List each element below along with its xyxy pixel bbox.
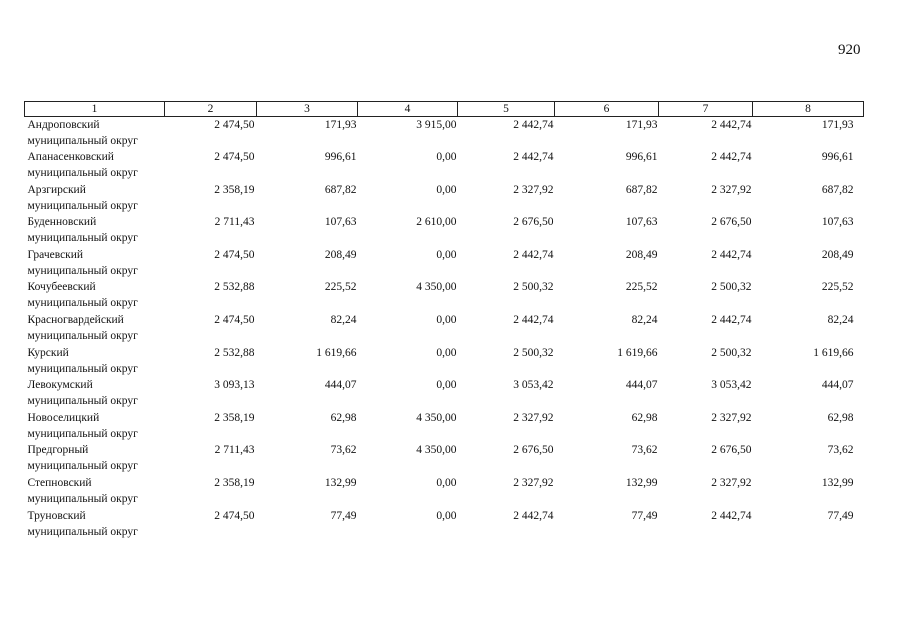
municipality-name: Апанасенковский xyxy=(27,151,114,164)
table-row xyxy=(25,182,864,215)
value-cell-col-6: 208,49 xyxy=(625,248,658,261)
value-cell-col-6: 107,63 xyxy=(625,216,658,229)
municipality-type: муниципальный округ xyxy=(27,297,138,310)
value-cell-col-4: 0,00 xyxy=(436,248,457,261)
value-cell-col-2: 2 474,50 xyxy=(214,314,255,327)
municipality-name-cell xyxy=(25,442,165,475)
municipality-type: муниципальный округ xyxy=(27,460,138,473)
value-cell-col-5: 2 327,92 xyxy=(513,411,554,424)
value-cell-col-2: 2 474,50 xyxy=(214,119,255,131)
municipality-name: Труновский xyxy=(27,509,86,522)
value-cell-col-5: 3 053,42 xyxy=(513,379,554,392)
municipality-type: муниципальный округ xyxy=(27,232,138,245)
value-cell-col-8: 107,63 xyxy=(821,216,854,229)
value-cell-col-5: 2 500,32 xyxy=(513,346,554,359)
value-cell-col-2: 2 532,88 xyxy=(214,281,255,294)
value-cell-col-4: 0,00 xyxy=(436,477,457,490)
municipality-name: Степновский xyxy=(27,477,92,490)
value-cell-col-8: 208,49 xyxy=(821,248,854,261)
value-cell-col-6: 687,82 xyxy=(625,183,658,196)
table-row xyxy=(25,247,864,280)
municipality-name: Кочубеевский xyxy=(27,281,96,294)
municipality-name: Буденновский xyxy=(27,216,97,229)
value-cell-col-3: 107,63 xyxy=(324,216,357,229)
value-cell-col-2: 2 358,19 xyxy=(214,183,255,196)
value-cell-col-8: 1 619,66 xyxy=(813,346,854,359)
column-header-6: 6 xyxy=(555,102,659,117)
value-cell-col-3: 996,61 xyxy=(324,151,357,164)
value-cell-col-5: 2 442,74 xyxy=(513,509,554,522)
value-cell-col-8: 171,93 xyxy=(821,119,854,131)
value-cell-col-5: 2 442,74 xyxy=(513,119,554,131)
value-cell-col-7: 2 676,50 xyxy=(711,444,752,457)
municipality-name: Арзгирский xyxy=(27,183,86,196)
column-header-3: 3 xyxy=(257,102,358,117)
municipality-name: Новоселицкий xyxy=(27,411,100,424)
value-cell-col-5: 2 442,74 xyxy=(513,314,554,327)
municipality-name-cell xyxy=(25,312,165,345)
value-cell-col-6: 132,99 xyxy=(625,477,658,490)
municipality-type: муниципальный округ xyxy=(27,264,138,277)
municipality-name-cell xyxy=(25,508,165,541)
value-cell-col-2: 2 474,50 xyxy=(214,151,255,164)
value-cell-col-3: 1 619,66 xyxy=(316,346,357,359)
municipality-name: Грачевский xyxy=(27,248,84,261)
value-cell-col-6: 171,93 xyxy=(625,119,658,131)
value-cell-col-3: 132,99 xyxy=(324,477,357,490)
municipality-name-cell xyxy=(25,410,165,443)
municipality-name: Курский xyxy=(27,346,69,359)
value-cell-col-6: 73,62 xyxy=(631,444,658,457)
value-cell-col-5: 2 676,50 xyxy=(513,216,554,229)
value-cell-col-4: 0,00 xyxy=(436,509,457,522)
value-cell-col-6: 62,98 xyxy=(631,411,658,424)
value-cell-col-7: 2 442,74 xyxy=(711,314,752,327)
value-cell-col-4: 0,00 xyxy=(436,379,457,392)
table-row xyxy=(25,410,864,443)
value-cell-col-8: 82,24 xyxy=(827,314,854,327)
value-cell-col-3: 171,93 xyxy=(324,119,357,131)
municipality-type: муниципальный округ xyxy=(27,525,138,538)
value-cell-col-5: 2 327,92 xyxy=(513,183,554,196)
value-cell-col-7: 2 327,92 xyxy=(711,183,752,196)
municipality-name-cell xyxy=(25,214,165,247)
value-cell-col-5: 2 500,32 xyxy=(513,281,554,294)
municipality-type: муниципальный округ xyxy=(27,427,138,440)
municipality-type: муниципальный округ xyxy=(27,395,138,408)
value-cell-col-3: 62,98 xyxy=(330,411,357,424)
table-row xyxy=(25,475,864,508)
value-cell-col-5: 2 442,74 xyxy=(513,151,554,164)
column-header-2: 2 xyxy=(165,102,257,117)
value-cell-col-7: 2 500,32 xyxy=(711,281,752,294)
table-row xyxy=(25,117,864,150)
value-cell-col-4: 0,00 xyxy=(436,314,457,327)
column-header-8: 8 xyxy=(753,102,864,117)
value-cell-col-4: 0,00 xyxy=(436,183,457,196)
value-cell-col-3: 82,24 xyxy=(330,314,357,327)
value-cell-col-2: 2 474,50 xyxy=(214,248,255,261)
value-cell-col-8: 687,82 xyxy=(821,183,854,196)
municipality-type: муниципальный округ xyxy=(27,199,138,212)
column-header-7: 7 xyxy=(659,102,753,117)
value-cell-col-2: 2 358,19 xyxy=(214,411,255,424)
table-row xyxy=(25,149,864,182)
value-cell-col-7: 2 327,92 xyxy=(711,477,752,490)
value-cell-col-2: 2 711,43 xyxy=(214,444,255,457)
table-row xyxy=(25,377,864,410)
value-cell-col-8: 444,07 xyxy=(821,379,854,392)
table-row xyxy=(25,442,864,475)
municipality-name-cell xyxy=(25,247,165,280)
table-row xyxy=(25,312,864,345)
value-cell-col-7: 2 327,92 xyxy=(711,411,752,424)
value-cell-col-7: 2 676,50 xyxy=(711,216,752,229)
table-row xyxy=(25,508,864,541)
value-cell-col-6: 77,49 xyxy=(631,509,658,522)
value-cell-col-7: 2 442,74 xyxy=(711,119,752,131)
value-cell-col-5: 2 442,74 xyxy=(513,248,554,261)
column-header-1: 1 xyxy=(25,102,165,117)
value-cell-col-5: 2 327,92 xyxy=(513,477,554,490)
column-header-4: 4 xyxy=(358,102,458,117)
value-cell-col-5: 2 676,50 xyxy=(513,444,554,457)
value-cell-col-3: 208,49 xyxy=(324,248,357,261)
value-cell-col-6: 82,24 xyxy=(631,314,658,327)
value-cell-col-4: 0,00 xyxy=(436,346,457,359)
value-cell-col-8: 62,98 xyxy=(827,411,854,424)
municipality-name: Андроповский xyxy=(27,119,100,131)
column-header-5: 5 xyxy=(458,102,555,117)
municipality-type: муниципальный округ xyxy=(27,362,138,375)
value-cell-col-2: 2 474,50 xyxy=(214,509,255,522)
value-cell-col-3: 77,49 xyxy=(330,509,357,522)
value-cell-col-8: 225,52 xyxy=(821,281,854,294)
value-cell-col-2: 3 093,13 xyxy=(214,379,255,392)
value-cell-col-4: 0,00 xyxy=(436,151,457,164)
value-cell-col-4: 4 350,00 xyxy=(416,444,457,457)
value-cell-col-8: 73,62 xyxy=(827,444,854,457)
value-cell-col-6: 1 619,66 xyxy=(617,346,658,359)
value-cell-col-7: 2 442,74 xyxy=(711,151,752,164)
value-cell-col-7: 2 500,32 xyxy=(711,346,752,359)
municipality-name-cell xyxy=(25,117,165,150)
table-row xyxy=(25,214,864,247)
value-cell-col-3: 444,07 xyxy=(324,379,357,392)
municipality-name-cell xyxy=(25,149,165,182)
value-cell-col-6: 225,52 xyxy=(625,281,658,294)
municipality-name-cell xyxy=(25,377,165,410)
table-row xyxy=(25,279,864,312)
table-row xyxy=(25,345,864,378)
municipality-name-cell xyxy=(25,345,165,378)
municipality-name-cell xyxy=(25,182,165,215)
value-cell-col-8: 132,99 xyxy=(821,477,854,490)
municipality-name-cell xyxy=(25,475,165,508)
value-cell-col-6: 996,61 xyxy=(625,151,658,164)
header-row xyxy=(25,102,864,117)
table-body xyxy=(25,117,864,541)
value-cell-col-2: 2 711,43 xyxy=(214,216,255,229)
municipality-name: Левокумский xyxy=(27,379,93,392)
municipality-name: Красногвардейский xyxy=(27,314,124,327)
municipality-name: Предгорный xyxy=(27,444,89,457)
municipality-type: муниципальный округ xyxy=(27,167,138,180)
value-cell-col-7: 2 442,74 xyxy=(711,509,752,522)
value-cell-col-8: 996,61 xyxy=(821,151,854,164)
page-number: 920 xyxy=(838,42,861,58)
value-cell-col-2: 2 532,88 xyxy=(214,346,255,359)
value-cell-col-4: 4 350,00 xyxy=(416,281,457,294)
municipality-type: муниципальный округ xyxy=(27,493,138,506)
data-table xyxy=(24,101,864,540)
municipality-type: муниципальный округ xyxy=(27,330,138,343)
value-cell-col-7: 3 053,42 xyxy=(711,379,752,392)
value-cell-col-2: 2 358,19 xyxy=(214,477,255,490)
value-cell-col-3: 73,62 xyxy=(330,444,357,457)
value-cell-col-3: 687,82 xyxy=(324,183,357,196)
value-cell-col-4: 4 350,00 xyxy=(416,411,457,424)
value-cell-col-4: 3 915,00 xyxy=(416,119,457,131)
value-cell-col-6: 444,07 xyxy=(625,379,658,392)
municipality-type: муниципальный округ xyxy=(27,135,138,147)
value-cell-col-7: 2 442,74 xyxy=(711,248,752,261)
value-cell-col-3: 225,52 xyxy=(324,281,357,294)
value-cell-col-8: 77,49 xyxy=(827,509,854,522)
value-cell-col-4: 2 610,00 xyxy=(416,216,457,229)
municipality-name-cell xyxy=(25,279,165,312)
